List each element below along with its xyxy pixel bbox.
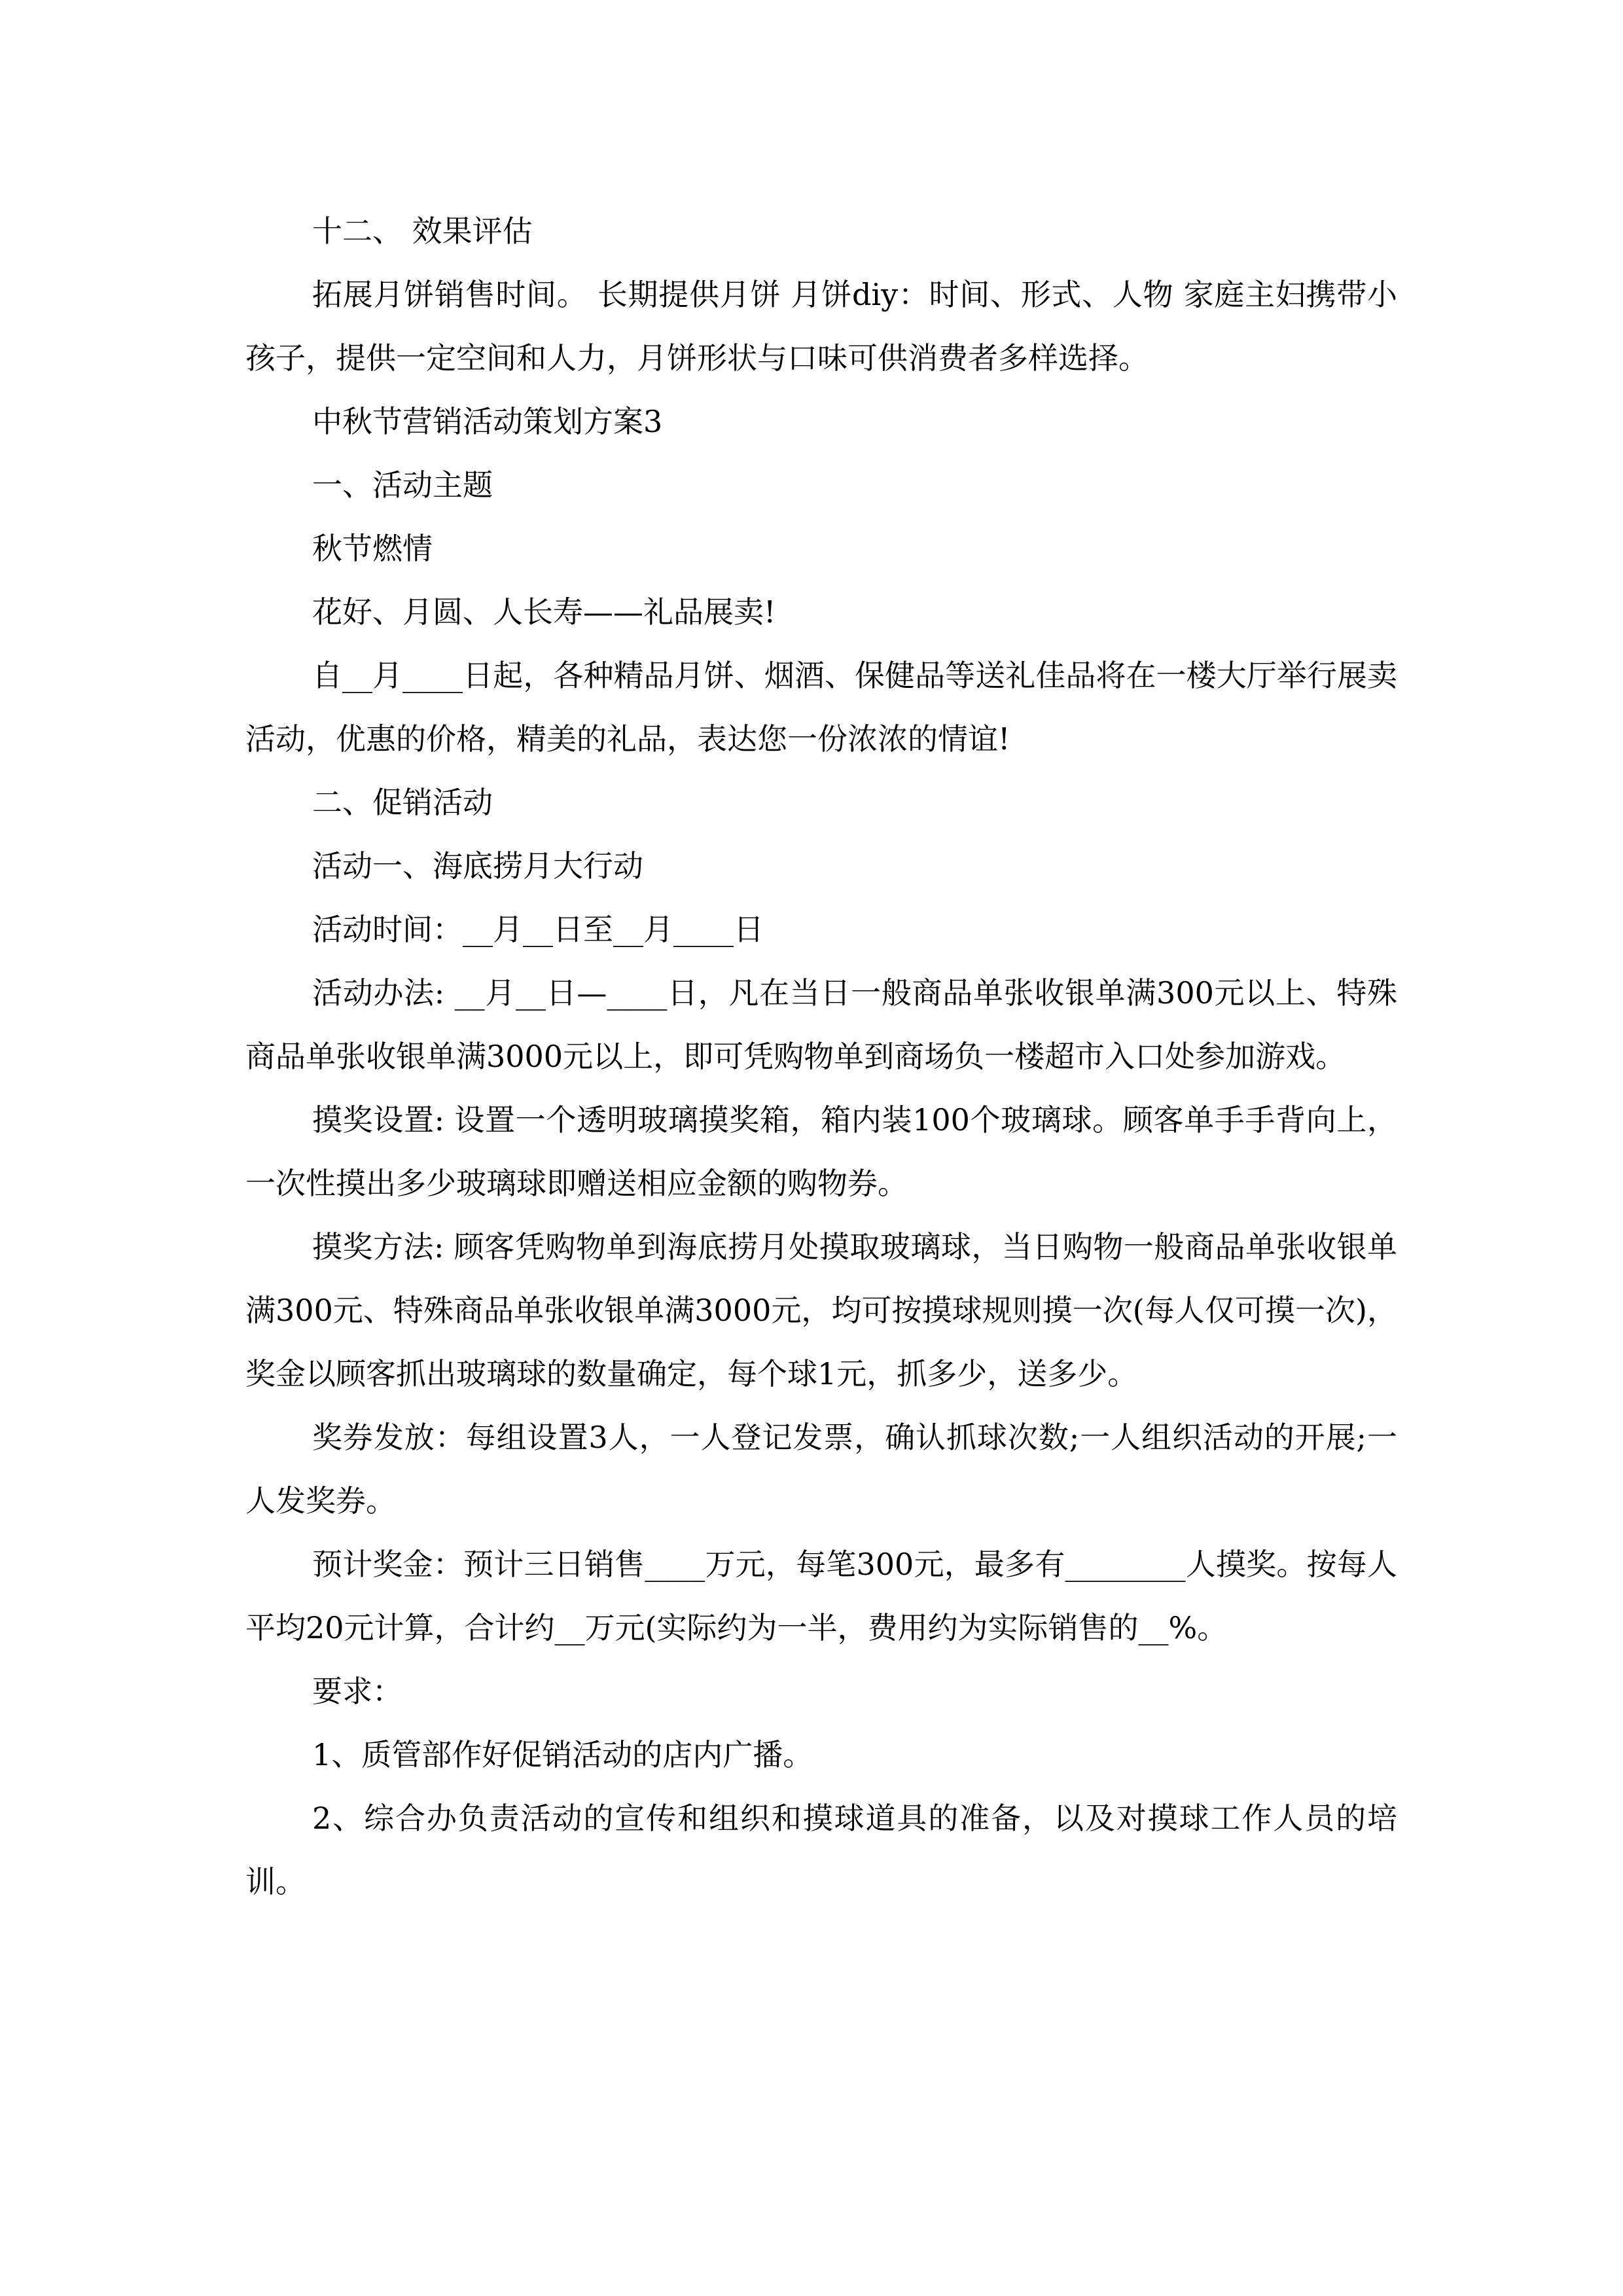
activity-time: 活动时间：__月__日至__月____日	[312, 912, 764, 947]
section-heading-theme: 一、活动主题	[312, 467, 493, 503]
activity-one-title: 活动一、海底捞月大行动	[312, 848, 643, 884]
paragraph-gift-exhibition: 自__月____日起，各种精品月饼、烟酒、保健品等送礼佳品将在一楼大厅举行展卖活动，优惠的价格，精美的礼品，表达您一份浓浓的情谊!	[245, 658, 1397, 757]
requirements-heading: 要求：	[312, 1674, 402, 1709]
paragraph-mooncake-extension: 拓展月饼销售时间。 长期提供月饼 月饼diy：时间、形式、人物 家庭主妇携带小孩子，提供一定空间和人力，月饼形状与口味可供消费者多样选择。	[245, 277, 1397, 376]
document-body	[245, 200, 1397, 1914]
activity-method: 活动办法: __月__日—____日，凡在当日一般商品单张收银单满300元以上、特殊商品单张收银单满3000元以上，即可凭购物单到商场负一楼超市入口处参加游戏。	[245, 975, 1397, 1074]
theme-line-1: 秋节燃情	[312, 531, 433, 566]
theme-line-2: 花好、月圆、人长寿——礼品展卖!	[312, 594, 776, 630]
section-heading-promotion: 二、促销活动	[312, 785, 493, 820]
estimated-prize: 预计奖金：预计三日销售____万元，每笔300元，最多有________人摸奖。按每人平均20元计算，合计约__万元(实际约为一半，费用约为实际销售的__%。	[245, 1547, 1397, 1645]
requirement-2: 2、综合办负责活动的宣传和组织和摸球道具的准备，以及对摸球工作人员的培训。	[245, 1801, 1397, 1899]
section-heading-effect-evaluation: 十二、 效果评估	[312, 213, 533, 249]
prize-setup: 摸奖设置: 设置一个透明玻璃摸奖箱，箱内装100个玻璃球。顾客单手手背向上，一次性摸出多少玻璃球即赠送相应金额的购物券。	[245, 1102, 1397, 1201]
prize-method: 摸奖方法: 顾客凭购物单到海底捞月处摸取玻璃球，当日购物一般商品单张收银单满300元、特殊商品单张收银单满3000元，均可按摸球规则摸一次(每人仅可摸一次)，奖金以顾客抓出玻璃球的数量确定，每个球1元，抓多少，送多少。	[245, 1229, 1397, 1391]
plan-title: 中秋节营销活动策划方案3	[312, 404, 663, 439]
voucher-distribution: 奖券发放：每组设置3人，一人登记发票，确认抓球次数;一人组织活动的开展;一人发奖券。	[245, 1420, 1397, 1518]
requirement-1: 1、质管部作好促销活动的店内广播。	[312, 1737, 813, 1772]
